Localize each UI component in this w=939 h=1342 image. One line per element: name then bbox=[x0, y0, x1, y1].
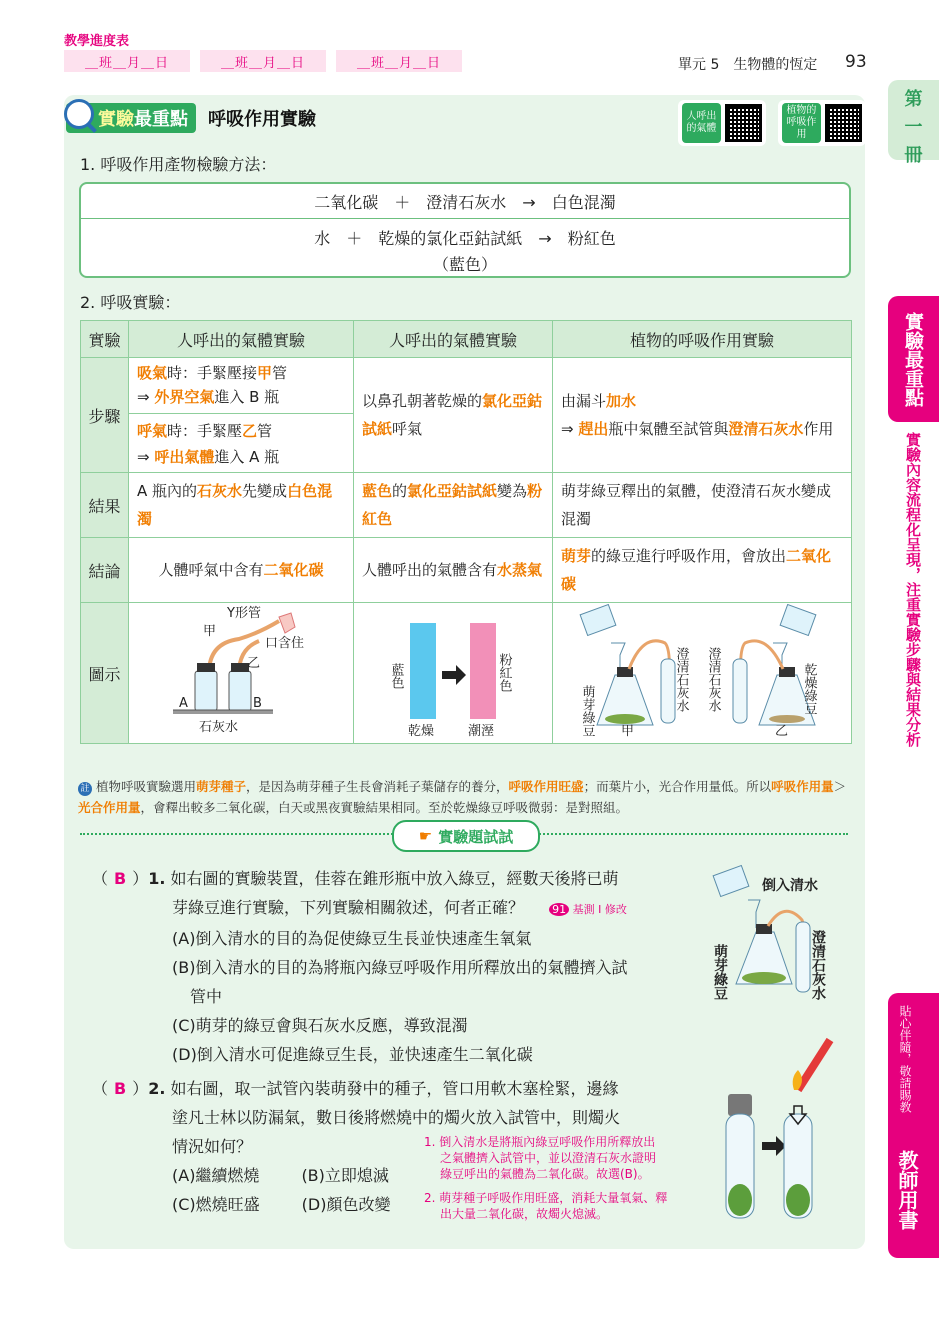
cobalt-paper-figure bbox=[354, 603, 552, 739]
section-header bbox=[66, 103, 316, 133]
fig-label: 乾燥 bbox=[408, 724, 435, 739]
fig-label: 乙 bbox=[247, 656, 261, 671]
fig-label: 甲 bbox=[621, 724, 635, 739]
option[interactable]: (D)顏色改變 bbox=[301, 1195, 391, 1214]
book-tab[interactable] bbox=[888, 80, 939, 166]
q1-figure bbox=[706, 860, 846, 1010]
option-cont: 管中 bbox=[190, 987, 223, 1006]
row-label: 結果 bbox=[81, 473, 129, 538]
result-cell-b: 藍色的氯化亞鈷試紙變為粉紅色 bbox=[354, 473, 553, 538]
fig-label: 口含住 bbox=[265, 636, 305, 651]
figure-cell-b bbox=[354, 603, 553, 744]
explanation-2: 2. 萌芽種子呼吸作用旺盛，消耗大量氧氣、釋 出大量二氧化碳，故燭火熄滅。 bbox=[424, 1191, 668, 1221]
fig-label: 潮溼 bbox=[468, 724, 495, 739]
badge-text: 最重點 bbox=[134, 109, 188, 130]
result-cell-a: A 瓶內的石灰水先變成白色混濁 bbox=[129, 473, 354, 538]
note-icon: 註 bbox=[78, 782, 92, 796]
qr-code-icon bbox=[825, 104, 862, 142]
teacher-tab-title: 教師用書 bbox=[895, 1150, 919, 1230]
try-it-heading: ☛ 實驗題試試 bbox=[392, 820, 540, 852]
fig-label: 乙 bbox=[775, 724, 789, 739]
option[interactable]: (D)倒入清水可促進綠豆生長，並快速產生二氧化碳 bbox=[172, 1045, 533, 1064]
step-cell-c: 由漏斗加水 ⇒ 趕出瓶中氣體至試管與澄清石灰水作用 bbox=[553, 358, 852, 473]
option[interactable]: (A)繼續燃燒 bbox=[172, 1166, 260, 1185]
option[interactable]: (A)倒入清水的目的為促使綠豆生長並快速產生氧氣 bbox=[172, 929, 532, 948]
qr-label: 植物的呼吸作用 bbox=[782, 103, 821, 143]
figure-cell-a bbox=[129, 603, 354, 744]
fig-label: 乾燥綠豆 bbox=[801, 663, 817, 715]
result-cell-c: 萌芽綠豆釋出的氣體，使澄清石灰水變成混濁 bbox=[553, 473, 852, 538]
fig-label: 澄清石灰水 bbox=[810, 930, 826, 1000]
explanation-1: 1. 倒入清水是將瓶內綠豆呼吸作用所釋放出 之氣體擠入試管中，並以澄清石灰水證明 綠豆呼出的氣體為二氧化碳。故選(B)。 bbox=[424, 1135, 657, 1181]
test-method-box bbox=[79, 182, 851, 278]
fig-label: 石灰水 bbox=[199, 720, 239, 735]
col-header: 人呼出的氣體實驗 bbox=[129, 321, 354, 358]
pointing-hand-icon: ☛ bbox=[418, 827, 433, 845]
page-number: 93 bbox=[845, 52, 867, 72]
section-title: 呼吸作用實驗 bbox=[208, 109, 316, 130]
test-co2: 二氧化碳 ＋ 澄清石灰水 → 白色混濁 bbox=[314, 193, 616, 212]
part2-heading: 2. 呼吸實驗： bbox=[80, 293, 181, 312]
qr-link-plant-respiration[interactable] bbox=[778, 100, 866, 146]
col-header: 植物的呼吸作用實驗 bbox=[553, 321, 852, 358]
row-label: 步驟 bbox=[81, 358, 129, 473]
answer-1[interactable]: B bbox=[114, 869, 127, 888]
badge-highlight: 實驗 bbox=[98, 109, 134, 130]
qr-label: 人呼出的氣體 bbox=[682, 103, 721, 143]
row-label: 結論 bbox=[81, 538, 129, 603]
experiment-table bbox=[80, 320, 852, 744]
option[interactable]: (C)萌芽的綠豆會與石灰水反應，導致混濁 bbox=[172, 1016, 468, 1035]
fig-label: 萌芽綠豆 bbox=[712, 944, 728, 1000]
col-header: 實驗 bbox=[81, 321, 129, 358]
q2-candle-figure bbox=[718, 1030, 848, 1224]
divider bbox=[81, 218, 849, 219]
stem-line: 情況如何？ bbox=[172, 1137, 253, 1156]
unit-title: 單元 5 生物體的恆定 bbox=[678, 57, 818, 73]
fig-label: 藍色 bbox=[388, 663, 404, 689]
fig-label: 澄清石灰水 bbox=[705, 647, 721, 712]
conclusion-cell-a: 人體呼氣中含有二氧化碳 bbox=[129, 538, 354, 603]
fig-label: Y形管 bbox=[227, 606, 261, 621]
fig-label: 澄清石灰水 bbox=[673, 647, 689, 712]
fig-label: A bbox=[179, 696, 188, 711]
progress-box[interactable]: ＿班＿月＿日 bbox=[200, 50, 326, 72]
stem-line: 塗凡士林以防漏氣，數日後將燃燒中的燭火放入試管中，則燭火 bbox=[172, 1108, 621, 1127]
step-cell-b: 以鼻孔朝著乾燥的氯化亞鈷試紙呼氣 bbox=[354, 358, 553, 473]
option[interactable]: (C)燃燒旺盛 bbox=[172, 1195, 260, 1214]
footnote: 註 植物呼吸實驗選用萌芽種子，是因為萌芽種子生長會消耗子葉儲存的養分，呼吸作用旺盛；而葉片小，光合作用量低。所以呼吸作用量＞光合作用量，會釋出較多二氧化碳，白天或黑夜實驗結果相同。至於乾燥綠豆呼吸微弱：是對照組。 bbox=[78, 779, 847, 815]
fig-label: 萌芽綠豆 bbox=[579, 685, 595, 737]
teacher-tab-slogan: 貼心伴隨，敬請賜教 bbox=[898, 1005, 912, 1113]
experiment-tab-description: 實驗內容流程化呈現，注重實驗步驟與結果分析 bbox=[904, 432, 922, 747]
fig-label: 甲 bbox=[203, 624, 217, 639]
qr-link-exhaled-gas[interactable] bbox=[678, 100, 766, 146]
fig-label: B bbox=[253, 696, 262, 711]
step-a-exhale: 呼氣時：手緊壓乙管 ⇒ 呼出氣體進入 A 瓶 bbox=[137, 422, 280, 466]
figure-cell-c bbox=[553, 603, 852, 744]
question-2: （ B ）2. 如右圖，取一試管內裝萌發中的種子，管口用軟木塞栓緊，邊緣 塗凡士林以防漏氣，數日後將燃燒中的燭火放入試管中，則燭火 情況如何？ (A)繼續燃燒 (B)立即熄滅 (C)燃燒旺盛 (D)顏色改變 bbox=[92, 1074, 702, 1219]
answer-2[interactable]: B bbox=[114, 1079, 127, 1098]
conclusion-cell-c: 萌芽的綠豆進行呼吸作用，會放出二氧化碳 bbox=[553, 538, 852, 603]
conclusion-cell-b: 人體呼出的氣體含有水蒸氣 bbox=[354, 538, 553, 603]
fig-label: 粉紅色 bbox=[496, 653, 512, 692]
qr-code-icon bbox=[725, 104, 762, 142]
question-1: （ B ）1. 如右圖的實驗裝置，佳蓉在錐形瓶中放入綠豆，經數天後將已萌 芽綠豆進行實驗，下列實驗相關敘述，何者正確？ 91 基測 I 修改 (A)倒入清水的目的為促使綠豆生長並快速產生氧氣 (B)倒入清水的目的為將瓶內綠豆呼吸作用所釋放出的氣體擠入試 管中 (C)萌芽的綠豆會與石灰水反應，導致混濁 (D)倒入清水可促進綠豆生長，並快速產生二氧化碳 bbox=[92, 864, 702, 1069]
option[interactable]: (B)倒入清水的目的為將瓶內綠豆呼吸作用所釋放出的氣體擠入試 bbox=[172, 958, 628, 977]
step-a-inhale: 吸氣時：手緊壓接甲管 ⇒ 外界空氣進入 B 瓶 bbox=[129, 358, 353, 414]
section-badge bbox=[66, 103, 196, 133]
step-cell-a bbox=[129, 358, 354, 473]
book-tab-char: 一 bbox=[904, 117, 923, 138]
progress-box[interactable]: ＿班＿月＿日 bbox=[336, 50, 462, 72]
book-tab-char: 第 bbox=[904, 89, 923, 110]
fig-label: 倒入清水 bbox=[762, 878, 818, 894]
option[interactable]: (B)立即熄滅 bbox=[301, 1166, 389, 1185]
test-water: 水 ＋ 乾燥的氯化亞鈷試紙 → 粉紅色 bbox=[314, 229, 616, 248]
magnifier-icon bbox=[64, 99, 94, 129]
test-water-note: （藍色） bbox=[432, 255, 497, 274]
source-tag: 91 基測 I 修改 bbox=[549, 903, 627, 916]
progress-title: 教學進度表 bbox=[64, 34, 130, 49]
row-label: 圖示 bbox=[81, 603, 129, 744]
experiment-tab[interactable]: 實驗最重點 bbox=[888, 296, 939, 422]
col-header: 人呼出的氣體實驗 bbox=[354, 321, 553, 358]
book-tab-char: 冊 bbox=[904, 145, 923, 166]
plant-respiration-figure bbox=[553, 603, 851, 739]
part1-heading: 1. 呼吸作用產物檢驗方法： bbox=[80, 155, 277, 174]
progress-box[interactable]: ＿班＿月＿日 bbox=[64, 50, 190, 72]
breath-apparatus-figure bbox=[129, 603, 353, 739]
